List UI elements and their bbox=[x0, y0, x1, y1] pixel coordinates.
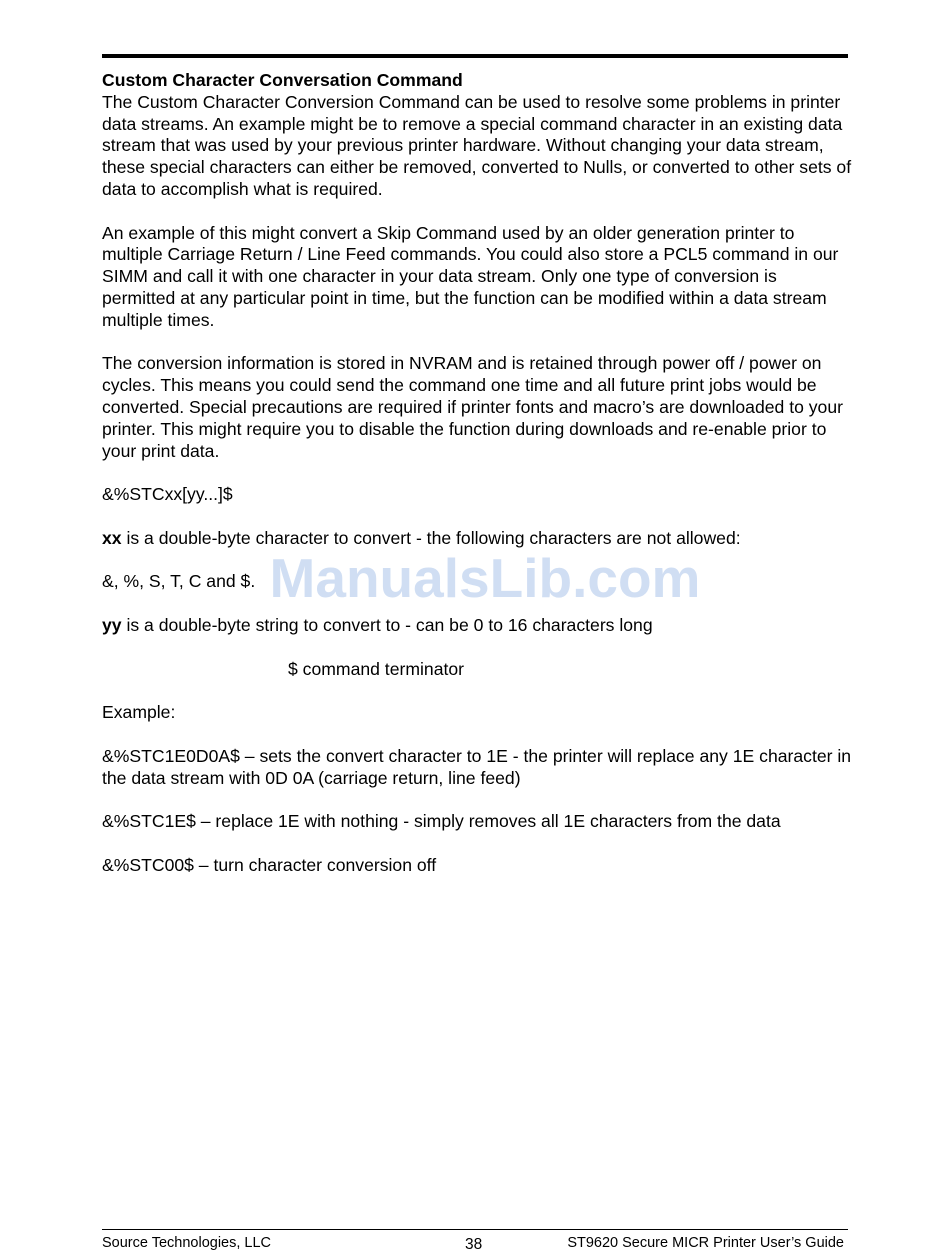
example-1: &%STC1E0D0A$ – sets the convert character to 1E - the printer will replace any 1E character in the data stream with 0D 0A (carriage return, line feed) bbox=[102, 745, 852, 788]
watermark: ManualsLib.com bbox=[269, 547, 701, 609]
yy-label: yy bbox=[102, 614, 122, 635]
page-content bbox=[102, 70, 852, 898]
xx-label: xx bbox=[102, 527, 122, 548]
section-title: Custom Character Conversation Command bbox=[102, 70, 463, 90]
top-rule bbox=[102, 54, 848, 58]
paragraph-intro: The Custom Character Conversion Command can be used to resolve some problems in printer data streams. An example might be to remove a special command character in an existing data stream that was used by your previous printer hardware. Without changing your data stream, these special characters can either be removed, converted to Nulls, or converted to other sets of data to accomplish what is required. bbox=[102, 91, 852, 199]
page-number: 38 bbox=[465, 1236, 483, 1253]
example-3: &%STC00$ – turn character conversion off bbox=[102, 854, 437, 875]
example-label: Example: bbox=[102, 702, 176, 723]
bottom-rule bbox=[102, 1229, 848, 1230]
example-2: &%STC1E$ – replace 1E with nothing - simply removes all 1E characters from the data bbox=[102, 811, 781, 832]
yy-text: is a double-byte string to convert to - can be 0 to 16 characters long bbox=[121, 614, 653, 635]
yy-description bbox=[102, 615, 852, 637]
terminator-description: $ command terminator bbox=[288, 658, 465, 679]
paragraph-nvram: The conversion information is stored in NVRAM and is retained through power off / power on cycles. This means you could send the command one time and all future print jobs would be converted. Special precautions are required if printer fonts and macro’s are downloaded to your printer. This might require you to disable the function during downloads and re-enable prior to your print data. bbox=[102, 353, 843, 461]
footer-company: Source Technologies, LLC bbox=[102, 1235, 272, 1251]
footer-guide-title: ST9620 Secure MICR Printer User’s Guide bbox=[567, 1235, 844, 1251]
paragraph-example: An example of this might convert a Skip Command used by an older generation printer to multiple Carriage Return / Line Feed commands. You could also store a PCL5 command in our SIMM and call it with one character in your data stream. Only one type of conversion is permitted at any particular point in time, but the function can be modified within a data stream multiple times. bbox=[102, 222, 839, 330]
xx-text: is a double-byte character to convert - the following characters are not allowed: bbox=[121, 527, 741, 548]
not-allowed-chars: &, %, S, T, C and $. bbox=[102, 571, 256, 592]
command-syntax: &%STCxx[yy...]$ bbox=[102, 484, 233, 505]
